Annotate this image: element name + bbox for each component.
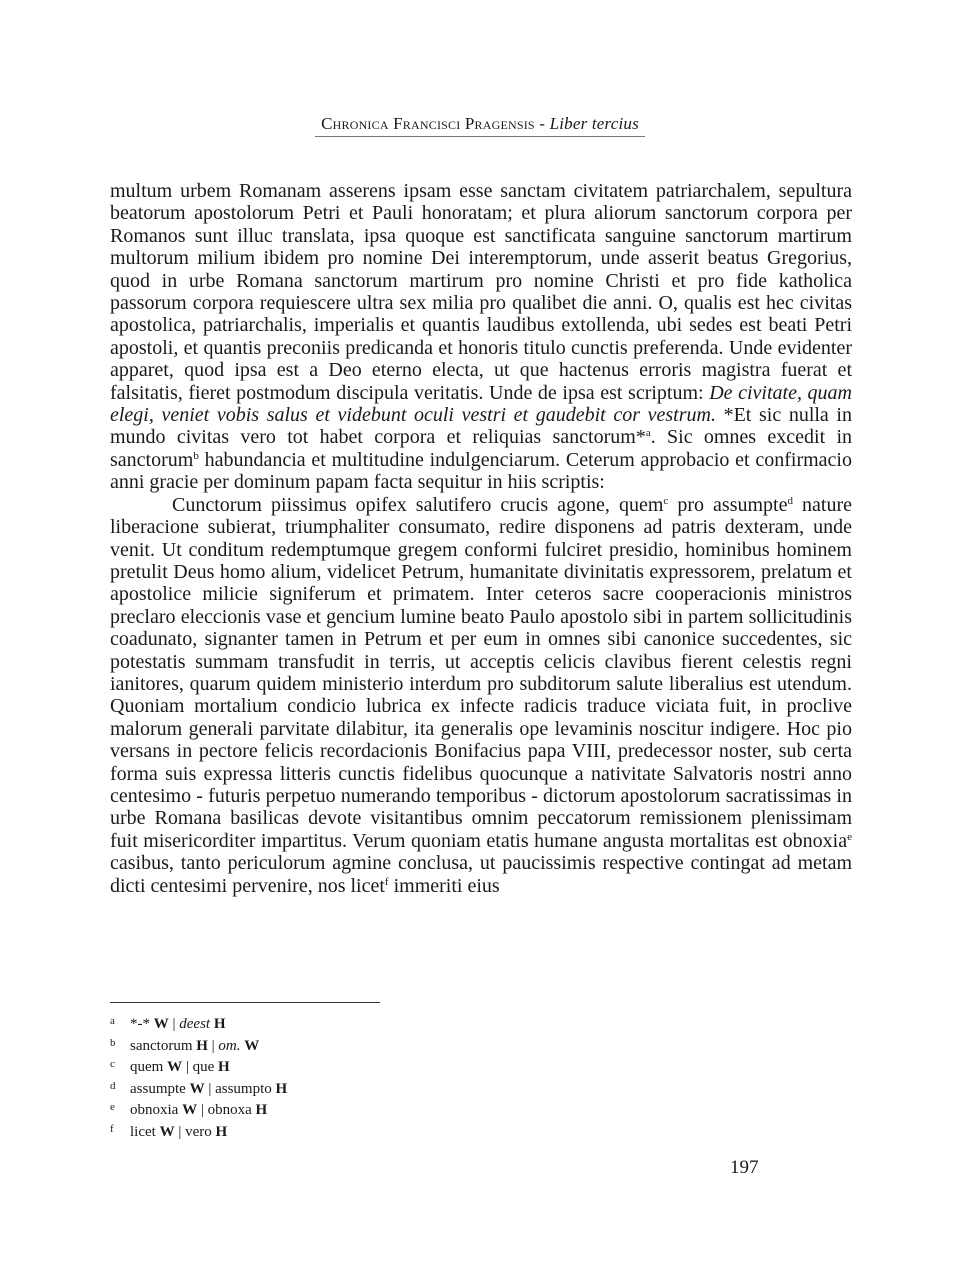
running-head-text bbox=[315, 114, 645, 137]
paragraph-1 bbox=[110, 180, 852, 494]
footnote-text: assumpte bbox=[130, 1080, 190, 1097]
running-head-separator: - bbox=[534, 114, 550, 133]
running-head bbox=[0, 114, 960, 137]
footnote-b bbox=[110, 1034, 510, 1056]
manuscript-siglum: W bbox=[244, 1037, 260, 1054]
scripture-quote: De civitate, quam elegi, veniet vobis salus et videbunt oculi vestri et gaudebit cor vestrum. bbox=[110, 381, 853, 427]
footnote-separator: | bbox=[207, 1037, 219, 1054]
paragraph-1-text-a: multum urbem Romanam asserens ipsam esse sanctam civitatem patriarchalem, sepultura beatorum apostolorum Petri et Pauli honoratam; et plura aliorum sanctorum corpora per Romanos sunt illuc translata, ipsa quoque est sanctificata sanguine sanctorum martirum multorum milium ibidem pro nomine Dei interemptorum, unde asserit beatus Gregorius, quod in urbe Romana sanctorum martirum pro nomine Christi et pro fide katholica passorum corpora requiescere ultra sex milia pro qualibet die anni. O, qualis est hec civitas apostolica, patriarchalis, imperialis et quantis laudibus extollenda, ubi sedes est beati Petri apostoli, et quantis preconiis predicanda et honoris titulo cunctis preferenda. Unde evidenter apparet, quod ipsa est a Deo eterno electa, ut que hactenus erroris magistra fuerat et falsitatis, fieret postmodum discipula veritatis. Unde de ipsa est scriptum: bbox=[110, 180, 852, 404]
footnote-separator: | bbox=[168, 1016, 180, 1032]
manuscript-siglum: H bbox=[218, 1059, 230, 1076]
footnote-mark-b: b bbox=[193, 449, 199, 462]
footnote-text: quem bbox=[130, 1059, 168, 1076]
manuscript-siglum: H bbox=[196, 1037, 208, 1054]
footnote-marker: f bbox=[110, 1122, 114, 1135]
footnote-mark-d: d bbox=[787, 494, 793, 507]
footnote-marker: b bbox=[110, 1036, 116, 1049]
footnote-divider bbox=[110, 1002, 380, 1003]
manuscript-siglum: H bbox=[215, 1123, 228, 1140]
footnote-separator: | que bbox=[182, 1059, 218, 1076]
footnote-e bbox=[110, 1098, 510, 1120]
footnote-marker: e bbox=[110, 1101, 115, 1114]
manuscript-siglum: H bbox=[255, 1102, 268, 1119]
footnote-marker: d bbox=[110, 1079, 116, 1092]
footnote-separator: | assumpto bbox=[204, 1080, 276, 1097]
footnote-separator: | obnoxa bbox=[197, 1102, 256, 1119]
footnote-mark-e: e bbox=[847, 830, 852, 843]
main-text bbox=[110, 180, 852, 897]
paragraph-1-text-c: . Sic omnes excedit in sanctorum bbox=[110, 426, 852, 471]
footnote-text: obnoxia bbox=[130, 1102, 183, 1119]
footnote-mark-f: f bbox=[384, 875, 389, 888]
paragraph-1-text-b: *Et sic nulla in mundo civitas vero tot habet corpora et reliquias sanctorum* bbox=[110, 404, 852, 449]
manuscript-siglum: W bbox=[167, 1059, 183, 1076]
footnote-a bbox=[110, 1012, 510, 1034]
footnote-d bbox=[110, 1077, 510, 1099]
paragraph-2-text-b: pro assumpte bbox=[668, 493, 788, 516]
paragraph-2-text-a: Cunctorum piissimus opifex salutifero crucis agone, quem bbox=[172, 493, 664, 516]
paragraph-2-text-e: immeriti eius bbox=[388, 874, 500, 897]
footnote-marker: a bbox=[110, 1015, 115, 1027]
manuscript-siglum: W bbox=[189, 1080, 205, 1097]
footnote-mark-c: c bbox=[663, 494, 669, 507]
paragraph-2 bbox=[110, 494, 852, 897]
page-number: 197 bbox=[730, 1157, 759, 1178]
paragraph-1-text-d: habundancia et multitudine indulgenciarum. Ceterum approbacio et confirmacio anni gracie per dominum papam facta sequitur in hiis scriptis: bbox=[110, 448, 852, 494]
footnote-c bbox=[110, 1055, 510, 1077]
running-head-chronicle-title: Chronica Francisci Pragensis bbox=[321, 114, 535, 133]
running-head-book-title: Liber tercius bbox=[549, 114, 639, 133]
manuscript-siglum: W bbox=[159, 1123, 175, 1140]
paragraph-2-text-c: nature liberacione subierat, triumphaliter consumato, redire disponens ad patris dexteram, unde venit. Ut conditum redemptumque gregem conformi fulciret presidio, hominibus hominem pretulit Deus homo alium, videlicet Petrum, humanitate divinitatis expressorem, prelatum et apostolice milicie signiferum et primatem. Inter ceteros sacre cooperacionis ministros preclaro eleccionis vase et gencium lumine beato Paulo apostolo sibi in partem sollicitudinis coadunato, signanter tamen in Petrum et per eum in omnes sibi canonice succedentes, sic potestatis summam transfudit in terris, ut acceptis celicis clavibus fierent celestis regni ianitores, quarum quidem ministerio interdum pro subditorum salute liberalius est utendum. Quoniam mortalium condicio lubrica ex infecte radicis traduce viciata fuit, in proclive malorum generali parvitate dilabitur, ita generalis ope levaminis noscitur indigere. Hoc pio versans in pectore felicis recordacionis Bonifacius papa VIII, predecessor noster, sub certa forma suis expressa litteris cunctis fidelibus quocunque a nativitate Salvatoris nostri anno centesimo - futuris perpetuo numerando temporibus - dictorum apostolorum sacratissimas in urbe Romana basilicas devote visitantibus omnim peccatorum remissionem plenissimam fuit misericorditer impartitus. Verum quoniam etatis humane angusta mortalitas est obnoxia bbox=[110, 493, 852, 852]
footnotes bbox=[110, 1012, 510, 1142]
paragraph-2-text-d: casibus, tanto periculorum agmine conclusa, ut paucissimis respective contingat ad metam dicti centesimi pervenire, nos licet bbox=[110, 852, 852, 897]
footnote-note: deest bbox=[179, 1016, 211, 1032]
footnote-mark-a: a bbox=[645, 427, 651, 440]
footnote-text: licet bbox=[130, 1123, 160, 1140]
footnote-note: om. bbox=[218, 1037, 241, 1054]
manuscript-siglum: W bbox=[182, 1102, 198, 1119]
footnote-f bbox=[110, 1120, 510, 1142]
footnote-marker: c bbox=[110, 1058, 115, 1071]
footnote-text: sanctorum bbox=[130, 1037, 197, 1054]
footnote-text: *-* bbox=[130, 1016, 154, 1032]
manuscript-siglum: W bbox=[153, 1016, 169, 1032]
manuscript-siglum: H bbox=[275, 1080, 288, 1097]
footnote-separator: | vero bbox=[174, 1123, 216, 1140]
manuscript-siglum: H bbox=[213, 1016, 226, 1032]
